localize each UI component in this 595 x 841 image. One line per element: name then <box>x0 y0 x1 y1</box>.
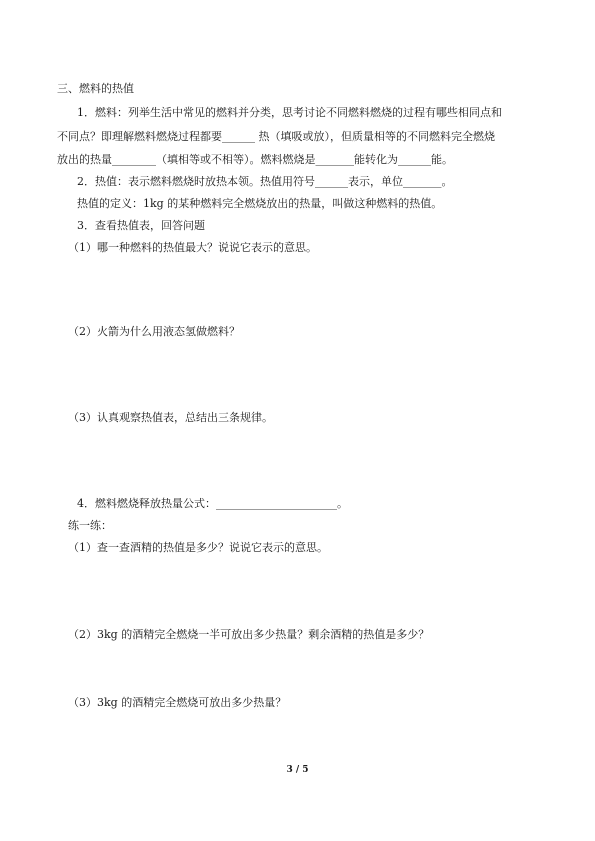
page-number: 3 / 5 <box>286 765 309 775</box>
practice-3: （3）3kg 的酒精完全燃烧可放出多少热量？ <box>68 696 287 709</box>
practice-1: （1）查一查酒精的热值是多少？说说它表示的意思。 <box>68 541 328 554</box>
practice-heading: 练一练： <box>68 519 112 532</box>
item2-definition: 热值的定义：1kg 的某种燃料完全燃烧放出的热量，叫做这种燃料的热值。 <box>77 197 443 210</box>
item4-formula: 4．燃料燃烧释放热量公式：______________________。 <box>77 497 348 510</box>
section-title: 三、燃料的热值 <box>57 82 134 95</box>
item1-line3: 放出的热量________（填相等或不相等）。燃料燃烧是_______能转化为______能。 <box>57 153 453 166</box>
question-3: （3）认真观察热值表，总结出三条规律。 <box>68 411 273 424</box>
item3-heading: 3．查看热值表，回答问题 <box>77 219 205 232</box>
item2-line1: 2．热值：表示燃料燃烧时放热本领。热值用符号______表示，单位_______。 <box>77 175 453 188</box>
item1-line2: 不同点？即理解燃料燃烧过程都要______ 热（填吸或放），但质量相等的不同燃料完全燃烧 <box>57 130 495 143</box>
item1-line1: 1．燃料：列举生活中常见的燃料并分类，思考讨论不同燃料燃烧的过程有哪些相同点和 <box>77 106 502 119</box>
question-2: （2）火箭为什么用液态氢做燃料？ <box>68 325 240 338</box>
practice-2: （2）3kg 的酒精完全燃烧一半可放出多少热量？剩余酒精的热值是多少？ <box>68 628 430 641</box>
question-1: （1）哪一种燃料的热值最大？说说它表示的意思。 <box>68 241 317 254</box>
